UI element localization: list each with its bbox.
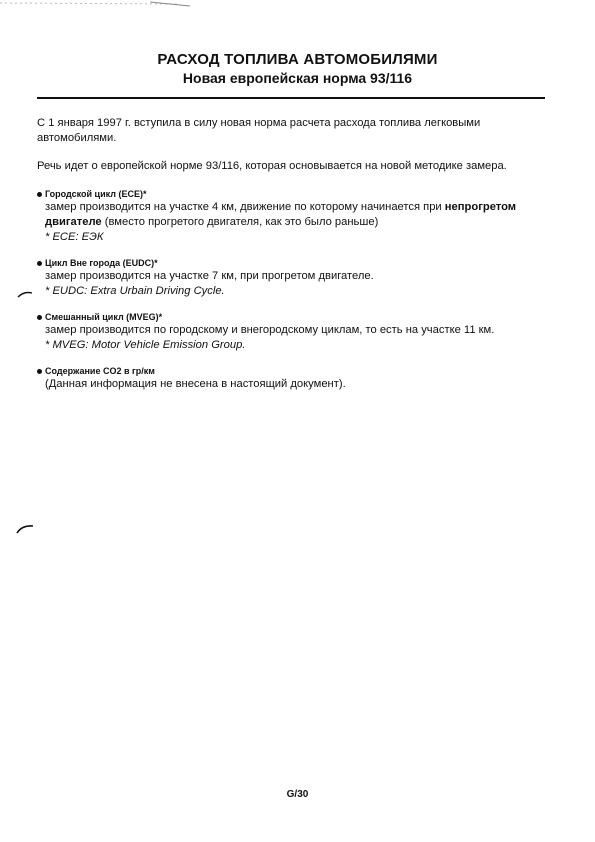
scan-mark-left-1 bbox=[0, 285, 40, 315]
list-item-heading: Городской цикл (ECE)* bbox=[45, 189, 147, 199]
list-item-heading: Содержание CO2 в гр/км bbox=[45, 366, 155, 376]
document-body bbox=[37, 116, 545, 392]
bullet-icon bbox=[37, 261, 42, 266]
scan-artifact-top bbox=[0, 0, 595, 10]
list-item-ece bbox=[37, 188, 545, 245]
page-number: G/30 bbox=[286, 789, 309, 800]
list-item-eudc bbox=[37, 257, 545, 299]
footnote: * MVEG: Motor Vehicle Emission Group. bbox=[45, 339, 246, 351]
title-block bbox=[0, 50, 595, 88]
intro-paragraph-1: С 1 января 1997 г. вступила в силу новая норма расчета расхода топлива легковыми автомобилями. bbox=[37, 117, 481, 144]
list-item-mveg bbox=[37, 311, 545, 353]
bullet-icon bbox=[37, 369, 42, 374]
list-item-text: замер производится на участке 4 км, движение по которому начинается при непрогретом двигателе (вместо прогретого двигателя, как это было раньше) bbox=[45, 201, 517, 228]
list-item-text: замер производится на участке 7 км, при прогретом двигателе. bbox=[45, 270, 374, 282]
page-subtitle: Новая европейская норма 93/116 bbox=[182, 70, 413, 86]
footnote: * ECE: ЕЭК bbox=[45, 231, 104, 243]
list-item-heading: Цикл Вне города (EUDC)* bbox=[45, 258, 158, 268]
bullet-icon bbox=[37, 192, 42, 197]
list-item-text: замер производится по городскому и внегородскому циклам, то есть на участке 11 км. bbox=[45, 324, 495, 336]
list-item-text: (Данная информация не внесена в настоящий документ). bbox=[45, 378, 346, 390]
list-item-heading: Смешанный цикл (MVEG)* bbox=[45, 312, 163, 322]
emphasis: непрогретом двигателе bbox=[45, 201, 517, 228]
bullet-icon bbox=[37, 315, 42, 320]
scan-mark-left-2 bbox=[0, 515, 40, 545]
intro-paragraph-2: Речь идет о европейской норме 93/116, которая основывается на новой методике замера. bbox=[37, 160, 507, 172]
list-item-co2 bbox=[37, 365, 545, 392]
title-rule bbox=[37, 97, 545, 99]
footnote: * EUDC: Extra Urbain Driving Cycle. bbox=[45, 285, 225, 297]
page-title: РАСХОД ТОПЛИВА АВТОМОБИЛЯМИ bbox=[157, 51, 438, 68]
